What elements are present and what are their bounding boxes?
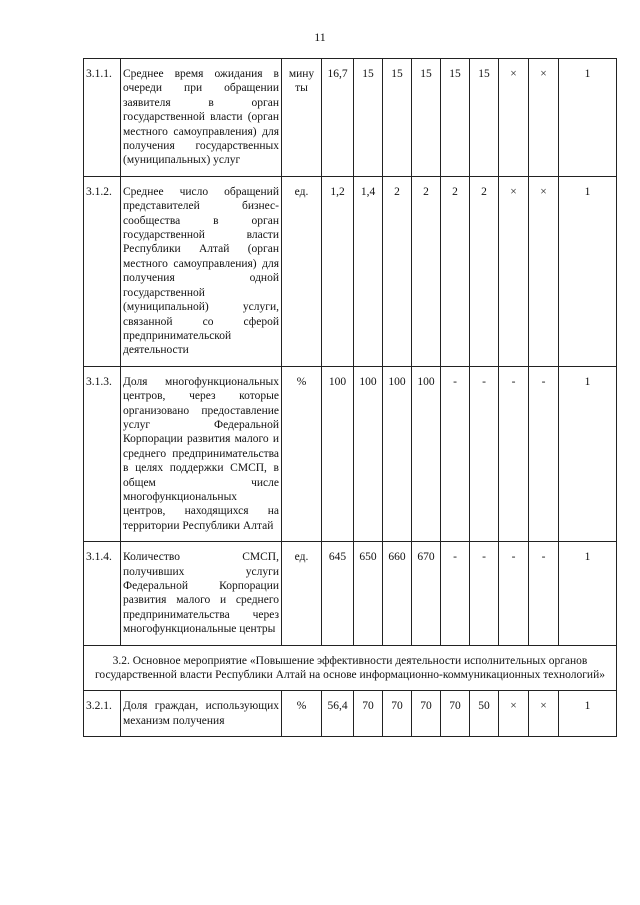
value-cell: 2 xyxy=(441,176,470,366)
value-cell: 15 xyxy=(412,59,441,177)
unit-cell: мину ты xyxy=(282,59,322,177)
value-cell: 70 xyxy=(412,691,441,737)
value-cell: - xyxy=(470,542,499,645)
table-row xyxy=(84,176,617,366)
value-cell: 15 xyxy=(354,59,383,177)
table-row xyxy=(84,542,617,645)
value-cell: × xyxy=(499,176,529,366)
value-cell: - xyxy=(441,542,470,645)
value-cell: - xyxy=(499,542,529,645)
indicator-table xyxy=(83,58,617,737)
value-cell: 16,7 xyxy=(322,59,354,177)
value-cell: 15 xyxy=(441,59,470,177)
value-cell: 70 xyxy=(441,691,470,737)
indicator-name: Количество СМСП, получивших услуги Федеральной Корпорации развития малого и среднего предпринимательства через многофункциональные центры xyxy=(121,542,282,645)
value-cell: × xyxy=(529,176,559,366)
section-title: 3.2. Основное мероприятие «Повышение эффективности деятельности исполнительных органов государственной власти Республики Алтай на основе информационно-коммуникационных технологий» xyxy=(84,645,617,691)
value-cell: - xyxy=(499,366,529,541)
value-cell: 2 xyxy=(383,176,412,366)
value-cell: 56,4 xyxy=(322,691,354,737)
section-row xyxy=(84,645,617,691)
page-number: 11 xyxy=(314,30,326,44)
value-cell: 1 xyxy=(559,366,617,541)
value-cell: 2 xyxy=(470,176,499,366)
value-cell: 100 xyxy=(383,366,412,541)
indicator-name: Доля многофункциональных центров, через которые организовано предоставление услуг Федеральной Корпорации развития малого и среднего предпринимательства в целях поддержки СМСП, в общем числе многофункциональных центров, находящихся на территории Республики Алтай xyxy=(121,366,282,541)
row-number: 3.1.2. xyxy=(84,176,121,366)
value-cell: 70 xyxy=(354,691,383,737)
unit-cell: % xyxy=(282,366,322,541)
value-cell: × xyxy=(529,59,559,177)
value-cell: 15 xyxy=(383,59,412,177)
value-cell: 70 xyxy=(383,691,412,737)
row-number: 3.1.1. xyxy=(84,59,121,177)
value-cell: 1 xyxy=(559,176,617,366)
value-cell: - xyxy=(529,542,559,645)
value-cell: × xyxy=(499,59,529,177)
row-number: 3.1.4. xyxy=(84,542,121,645)
unit-cell: ед. xyxy=(282,542,322,645)
value-cell: 1,2 xyxy=(322,176,354,366)
unit-cell: % xyxy=(282,691,322,737)
indicator-name: Среднее время ожидания в очереди при обращении заявителя в орган государственной власти (орган местного самоуправления) для получения государственных (муниципальных) услуг xyxy=(121,59,282,177)
indicator-name: Среднее число обращений представителей бизнес-сообщества в орган государственной власти Республики Алтай (орган местного самоуправления) для получения одной государственной (муниципальной) услуги, связанной со сферой предпринимательской деятельности xyxy=(121,176,282,366)
unit-cell: ед. xyxy=(282,176,322,366)
value-cell: - xyxy=(529,366,559,541)
value-cell: × xyxy=(529,691,559,737)
value-cell: 100 xyxy=(412,366,441,541)
value-cell: 1 xyxy=(559,542,617,645)
table-row xyxy=(84,691,617,737)
table-row xyxy=(84,366,617,541)
value-cell: - xyxy=(441,366,470,541)
value-cell: 650 xyxy=(354,542,383,645)
row-number: 3.1.3. xyxy=(84,366,121,541)
row-number: 3.2.1. xyxy=(84,691,121,737)
value-cell: 100 xyxy=(322,366,354,541)
value-cell: 660 xyxy=(383,542,412,645)
value-cell: 15 xyxy=(470,59,499,177)
table-row xyxy=(84,59,617,177)
value-cell: 670 xyxy=(412,542,441,645)
value-cell: × xyxy=(499,691,529,737)
value-cell: - xyxy=(470,366,499,541)
value-cell: 2 xyxy=(412,176,441,366)
value-cell: 1,4 xyxy=(354,176,383,366)
indicator-name: Доля граждан, использующих механизм получения xyxy=(121,691,282,737)
value-cell: 100 xyxy=(354,366,383,541)
value-cell: 645 xyxy=(322,542,354,645)
value-cell: 50 xyxy=(470,691,499,737)
value-cell: 1 xyxy=(559,691,617,737)
value-cell: 1 xyxy=(559,59,617,177)
